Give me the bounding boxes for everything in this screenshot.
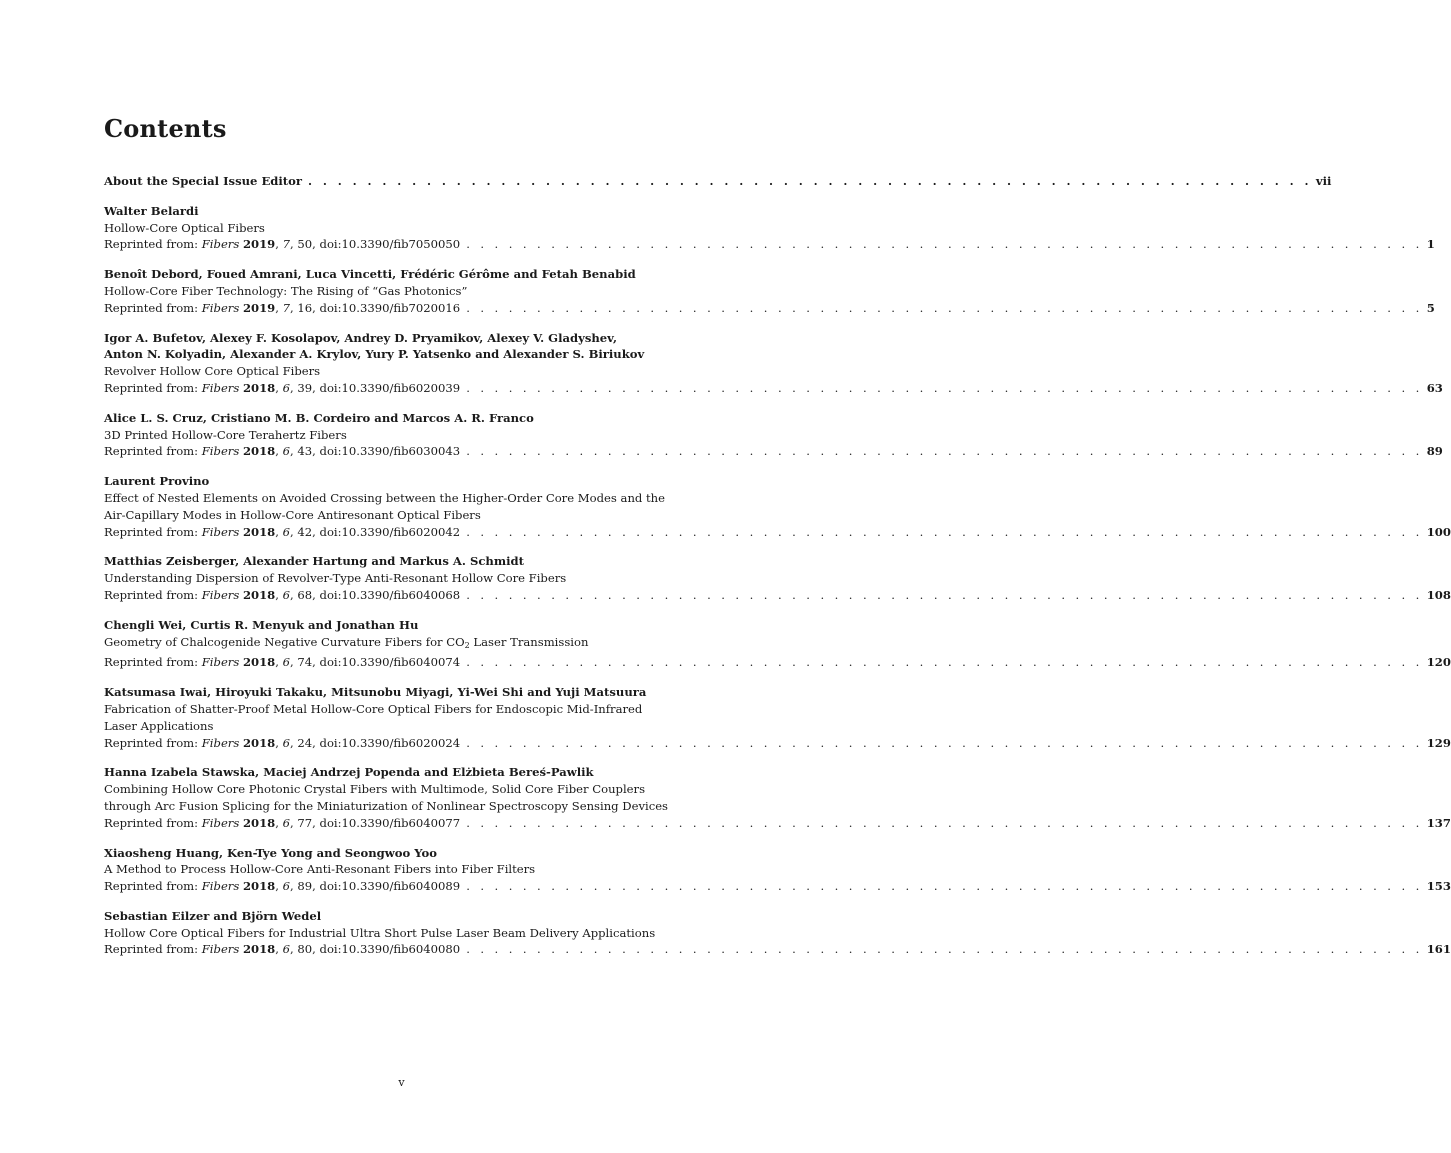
entry-title: Hollow-Core Optical Fibers bbox=[104, 220, 265, 235]
toc-entry[interactable] bbox=[104, 617, 1451, 671]
dot-leader: . . . . . . . . . . . . . . . . . . . . . . . . . . . . . . . . . . . . . . . . . . . . . . . . . . . . . . . . . . . . . . . . . . . . bbox=[466, 524, 1423, 539]
entry-page-number: 153 bbox=[1426, 879, 1451, 894]
entry-authors: Hanna Izabela Stawska, Maciej Andrzej Popenda and Elżbieta Bereś-Pawlik bbox=[104, 765, 594, 780]
dot-leader: . . . . . . . . . . . . . . . . . . . . . . . . . . . . . . . . . . . . . . . . . . . . . . . . . . . . . . . . . . . . . . . . . . . . bbox=[466, 942, 1423, 957]
entry-authors: Chengli Wei, Curtis R. Menyuk and Jonathan Hu bbox=[104, 617, 419, 632]
entry-authors: Alice L. S. Cruz, Cristiano M. B. Cordeiro and Marcos A. R. Franco bbox=[104, 410, 534, 425]
dot-leader: . . . . . . . . . . . . . . . . . . . . . . . . . . . . . . . . . . . . . . . . . . . . . . . . . . . . . . . . . . . . . . . . . . . . bbox=[308, 174, 1312, 188]
dot-leader: . . . . . . . . . . . . . . . . . . . . . . . . . . . . . . . . . . . . . . . . . . . . . . . . . . . . . . . . . . . . . . . . . . . . bbox=[466, 735, 1423, 750]
entry-title: A Method to Process Hollow-Core Anti-Resonant Fibers into Fiber Filters bbox=[104, 862, 536, 877]
toc-entry[interactable] bbox=[104, 473, 1451, 540]
entry-page-number: 120 bbox=[1426, 655, 1451, 670]
entry-page-number: 89 bbox=[1426, 444, 1443, 459]
entry-page-number: 1 bbox=[1426, 237, 1435, 252]
reprint-citation: Reprinted from: Fibers 2018, 6, 39, doi:10.3390/fib6020039 bbox=[104, 380, 461, 395]
reprint-citation: Reprinted from: Fibers 2018, 6, 74, doi:10.3390/fib6040074 bbox=[104, 655, 461, 670]
dot-leader: . . . . . . . . . . . . . . . . . . . . . . . . . . . . . . . . . . . . . . . . . . . . . . . . . . . . . . . . . . . . . . . . . . . . bbox=[466, 444, 1423, 459]
toc-entry[interactable] bbox=[104, 845, 1451, 895]
reprint-citation: Reprinted from: Fibers 2019, 7, 16, doi:10.3390/fib7020016 bbox=[104, 300, 461, 315]
entry-authors: Benoît Debord, Foued Amrani, Luca Vincetti, Frédéric Gérôme and Fetah Benabid bbox=[104, 267, 636, 282]
entry-page-number: 129 bbox=[1426, 735, 1451, 750]
dot-leader: . . . . . . . . . . . . . . . . . . . . . . . . . . . . . . . . . . . . . . . . . . . . . . . . . . . . . . . . . . . . . . . . . . . . bbox=[466, 879, 1423, 894]
page-title: Contents bbox=[104, 114, 227, 143]
dot-leader: . . . . . . . . . . . . . . . . . . . . . . . . . . . . . . . . . . . . . . . . . . . . . . . . . . . . . . . . . . . . . . . . . . . . bbox=[466, 237, 1423, 252]
reprint-citation: Reprinted from: Fibers 2018, 6, 42, doi:10.3390/fib6020042 bbox=[104, 524, 461, 539]
entry-authors: Sebastian Eilzer and Björn Wedel bbox=[104, 908, 322, 923]
reprint-line bbox=[104, 443, 1443, 460]
entry-authors: Xiaosheng Huang, Ken-Tye Yong and Seongwoo Yoo bbox=[104, 845, 437, 860]
reprint-line bbox=[104, 941, 1451, 958]
reprint-citation: Reprinted from: Fibers 2018, 6, 24, doi:10.3390/fib6020024 bbox=[104, 735, 461, 750]
editor-label: About the Special Issue Editor bbox=[104, 174, 302, 188]
editor-page-number: vii bbox=[1315, 174, 1332, 188]
entry-title: Geometry of Chalcogenide Negative Curvature Fibers for $CO_2$ Laser Transmission bbox=[104, 634, 589, 650]
entry-authors: Matthias Zeisberger, Alexander Hartung and Markus A. Schmidt bbox=[104, 554, 524, 569]
reprint-citation: Reprinted from: Fibers 2018, 6, 43, doi:10.3390/fib6030043 bbox=[104, 444, 461, 459]
editor-entry[interactable] bbox=[104, 173, 1332, 190]
entry-page-number: 63 bbox=[1426, 380, 1443, 395]
entry-authors: Katsumasa Iwai, Hiroyuki Takaku, Mitsunobu Miyagi, Yi-Wei Shi and Yuji Matsuura bbox=[104, 685, 647, 700]
entry-page-number: 5 bbox=[1426, 300, 1435, 315]
reprint-citation: Reprinted from: Fibers 2018, 6, 89, doi:10.3390/fib6040089 bbox=[104, 879, 461, 894]
entry-title: Understanding Dispersion of Revolver-Type Anti-Resonant Hollow Core Fibers bbox=[104, 571, 567, 586]
reprint-citation: Reprinted from: Fibers 2018, 6, 80, doi:10.3390/fib6040080 bbox=[104, 942, 461, 957]
toc-entry[interactable] bbox=[104, 684, 1451, 751]
toc-entry[interactable] bbox=[104, 908, 1451, 958]
entry-title: Laser Applications bbox=[104, 718, 214, 733]
reprint-line bbox=[104, 587, 1451, 604]
entry-page-number: 108 bbox=[1426, 587, 1451, 602]
toc-entry[interactable] bbox=[104, 410, 1443, 460]
entry-title: Combining Hollow Core Photonic Crystal Fibers with Multimode, Solid Core Fiber Couplers bbox=[104, 782, 646, 797]
reprint-line bbox=[104, 300, 1435, 317]
toc-entry[interactable] bbox=[104, 330, 1443, 397]
entry-authors: Igor A. Bufetov, Alexey F. Kosolapov, Andrey D. Pryamikov, Alexey V. Gladyshev, bbox=[104, 330, 618, 345]
toc-entry[interactable] bbox=[104, 553, 1451, 603]
reprint-line bbox=[104, 815, 1451, 832]
entry-page-number: 137 bbox=[1426, 815, 1451, 830]
dot-leader: . . . . . . . . . . . . . . . . . . . . . . . . . . . . . . . . . . . . . . . . . . . . . . . . . . . . . . . . . . . . . . . . . . . . bbox=[466, 815, 1423, 830]
entry-page-number: 161 bbox=[1426, 942, 1451, 957]
entry-title: Air-Capillary Modes in Hollow-Core Antiresonant Optical Fibers bbox=[104, 507, 481, 522]
dot-leader: . . . . . . . . . . . . . . . . . . . . . . . . . . . . . . . . . . . . . . . . . . . . . . . . . . . . . . . . . . . . . . . . . . . . bbox=[466, 655, 1423, 670]
entry-title: through Arc Fusion Splicing for the Miniaturization of Nonlinear Spectroscopy Sensing Devices bbox=[104, 798, 669, 813]
entry-authors: Laurent Provino bbox=[104, 474, 210, 489]
toc-entry[interactable] bbox=[104, 203, 1435, 253]
reprint-line bbox=[104, 878, 1451, 895]
entry-title: Hollow Core Optical Fibers for Industrial Ultra Short Pulse Laser Beam Delivery Applications bbox=[104, 925, 656, 940]
entry-authors: Anton N. Kolyadin, Alexander A. Krylov, Yury P. Yatsenko and Alexander S. Biriukov bbox=[104, 347, 645, 362]
entry-title: Hollow-Core Fiber Technology: The Rising of “Gas Photonics” bbox=[104, 283, 468, 298]
reprint-citation: Reprinted from: Fibers 2018, 6, 77, doi:10.3390/fib6040077 bbox=[104, 815, 461, 830]
reprint-line bbox=[104, 735, 1451, 752]
dot-leader: . . . . . . . . . . . . . . . . . . . . . . . . . . . . . . . . . . . . . . . . . . . . . . . . . . . . . . . . . . . . . . . . . . . . bbox=[466, 380, 1423, 395]
reprint-citation: Reprinted from: Fibers 2018, 6, 68, doi:10.3390/fib6040068 bbox=[104, 587, 461, 602]
dot-leader: . . . . . . . . . . . . . . . . . . . . . . . . . . . . . . . . . . . . . . . . . . . . . . . . . . . . . . . . . . . . . . . . . . . . bbox=[466, 587, 1423, 602]
article-entries bbox=[104, 203, 1451, 958]
reprint-line bbox=[104, 654, 1451, 671]
entry-authors: Walter Belardi bbox=[104, 203, 199, 218]
entry-title: Revolver Hollow Core Optical Fibers bbox=[104, 364, 321, 379]
entry-title: Fabrication of Shatter-Proof Metal Hollow-Core Optical Fibers for Endoscopic Mid-Infrared bbox=[104, 701, 643, 716]
reprint-line bbox=[104, 380, 1443, 397]
entry-page-number: 100 bbox=[1426, 524, 1451, 539]
entry-title: Effect of Nested Elements on Avoided Crossing between the Higher-Order Core Modes and the bbox=[104, 490, 666, 505]
toc-entry[interactable] bbox=[104, 764, 1451, 831]
page-number: v bbox=[398, 1076, 405, 1089]
toc-entry[interactable] bbox=[104, 266, 1435, 316]
entry-title: 3D Printed Hollow-Core Terahertz Fibers bbox=[104, 427, 347, 442]
reprint-line bbox=[104, 236, 1435, 253]
dot-leader: . . . . . . . . . . . . . . . . . . . . . . . . . . . . . . . . . . . . . . . . . . . . . . . . . . . . . . . . . . . . . . . . . . . . bbox=[466, 300, 1423, 315]
reprint-citation: Reprinted from: Fibers 2019, 7, 50, doi:10.3390/fib7050050 bbox=[104, 237, 461, 252]
reprint-line bbox=[104, 524, 1451, 541]
contents-list bbox=[104, 173, 1451, 958]
